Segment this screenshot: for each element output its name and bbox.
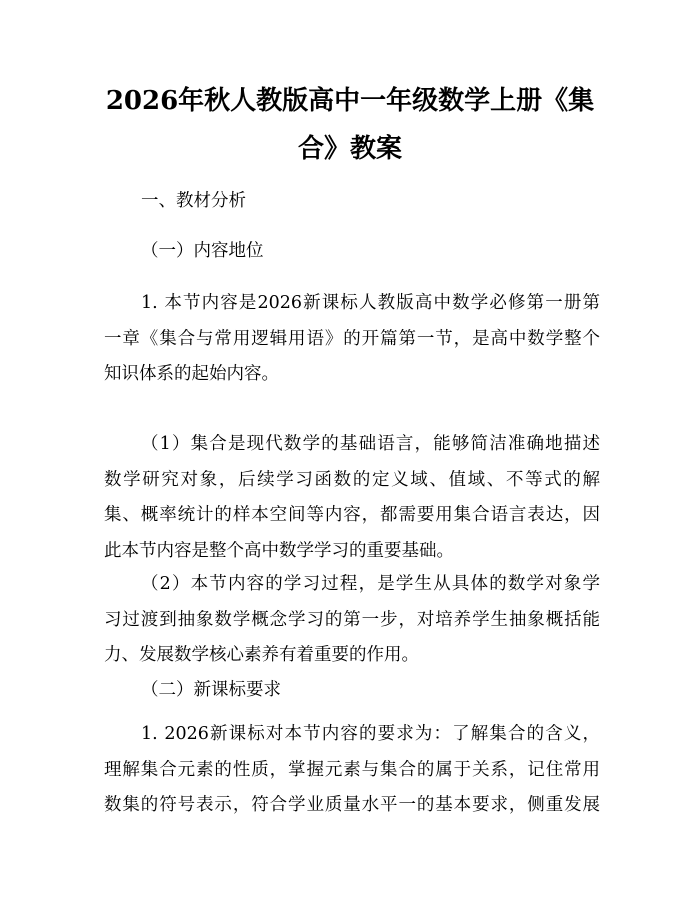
paragraph-line: 习过渡到抽象数学概念学习的第一步，对培养学生抽象概括能 (104, 609, 600, 630)
paragraph-line: 力、发展数学核心素养有着重要的作用。 (104, 645, 419, 665)
paragraph-curriculum-requirements (104, 717, 600, 824)
subsection-heading-curriculum-requirements: （二）新课标要求 (141, 680, 281, 700)
paragraph-line: 1. 2026新课标对本节内容的要求为：了解集合的含义， (141, 724, 600, 744)
section-heading-textbook-analysis: 一、教材分析 (141, 191, 246, 211)
paragraph-point-2 (104, 567, 600, 674)
paragraph-line: 知识体系的起始内容。 (104, 364, 279, 384)
subsection-heading-content-position: （一）内容地位 (141, 241, 264, 261)
paragraph-content-position (104, 286, 600, 393)
paragraph-line: （2）本节内容的学习过程，是学生从具体的数学对象学 (141, 574, 600, 594)
paragraph-point-1 (104, 427, 600, 569)
paragraph-line: 数学研究对象，后续学习函数的定义域、值域、不等式的解 (104, 469, 600, 490)
paragraph-line: 理解集合元素的性质，掌握元素与集合的属于关系，记住常用 (104, 759, 600, 780)
document-title-line-2: 合》教案 (297, 134, 402, 164)
document-title-line-1: 2026年秋人教版高中一年级数学上册《集 (105, 86, 595, 116)
paragraph-line: 1. 本节内容是2026新课标人教版高中数学必修第一册第 (141, 293, 600, 313)
paragraph-line: 此本节内容是整个高中数学学习的重要基础。 (104, 540, 454, 561)
paragraph-line: 一章《集合与常用逻辑用语》的开篇第一节，是高中数学整个 (104, 328, 600, 349)
paragraph-line: 集、概率统计的样本空间等内容，都需要用集合语言表达，因 (104, 505, 600, 525)
paragraph-line: 数集的符号表示，符合学业质量水平一的基本要求，侧重发展 (104, 795, 600, 815)
paragraph-line: （1）集合是现代数学的基础语言，能够简洁准确地描述 (141, 434, 600, 454)
